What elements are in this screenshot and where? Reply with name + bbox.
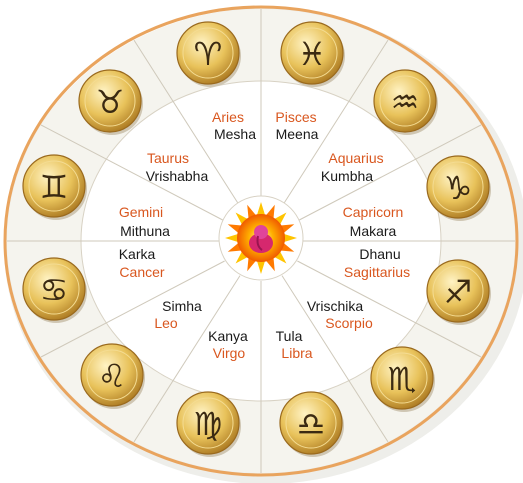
svg-text:♑: ♑ [443, 169, 473, 207]
sign-sanskrit-name: Makara [349, 223, 397, 239]
svg-text:♈: ♈ [193, 35, 223, 73]
ganesha-sun-icon [219, 196, 303, 280]
sign-english-name: Aries [212, 109, 244, 125]
sign-sanskrit-name: Tula [275, 328, 303, 344]
sign-sanskrit-name: Mithuna [120, 223, 170, 239]
svg-text:♎: ♎ [296, 405, 326, 443]
sign-sanskrit-name: Vrishabha [145, 168, 209, 184]
sign-english-name: Sagittarius [343, 264, 411, 280]
sign-english-name: Leo [154, 315, 178, 331]
svg-text:♌: ♌ [97, 357, 127, 395]
sign-sanskrit-name: Karka [118, 246, 156, 262]
sign-sanskrit-name: Simha [162, 298, 202, 314]
sign-sanskrit-name: Kumbha [320, 168, 374, 184]
svg-text:♍: ♍ [193, 405, 223, 443]
sign-sanskrit-name: Vrischika [306, 298, 364, 314]
sign-english-name: Scorpio [325, 315, 373, 331]
sign-english-name: Cancer [119, 264, 165, 280]
sign-english-name: Libra [281, 345, 313, 361]
sign-sanskrit-name: Meena [275, 126, 319, 142]
sign-sanskrit-name: Dhanu [359, 246, 401, 262]
sign-english-name: Taurus [146, 150, 190, 166]
sign-english-name: Virgo [212, 345, 246, 361]
svg-text:♊: ♊ [39, 168, 69, 206]
svg-text:♓: ♓ [297, 35, 327, 73]
svg-text:♏: ♏ [387, 360, 417, 398]
sign-english-name: Pisces [275, 109, 317, 125]
sign-sanskrit-name: Kanya [208, 328, 248, 344]
svg-text:♒: ♒ [390, 83, 420, 121]
sign-english-name: Capricorn [342, 204, 404, 220]
svg-text:♐: ♐ [443, 273, 473, 311]
sign-english-name: Aquarius [328, 150, 384, 166]
svg-text:♉: ♉ [95, 83, 125, 121]
svg-text:♋: ♋ [39, 271, 69, 309]
sign-english-name: Gemini [118, 204, 164, 220]
sign-sanskrit-name: Mesha [213, 126, 257, 142]
